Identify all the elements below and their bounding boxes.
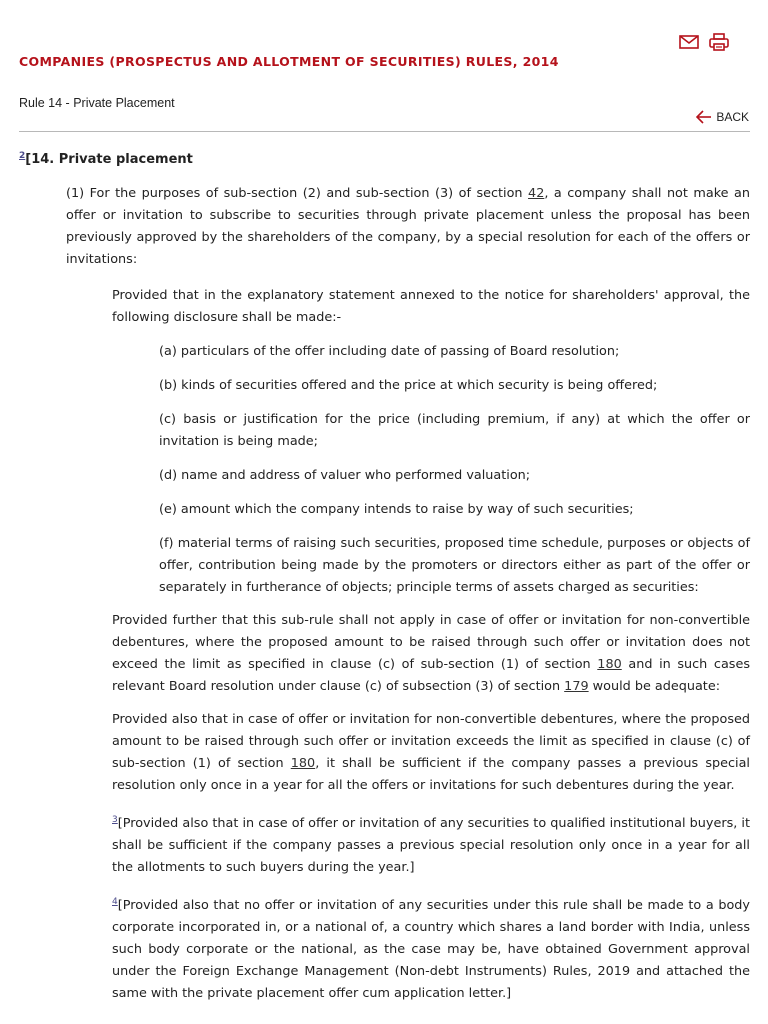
footnote-ref-3[interactable]: 3 [112, 815, 118, 825]
list-item-b: (b) kinds of securities offered and the price at which security is being offered; [159, 378, 658, 393]
mail-icon[interactable] [678, 32, 700, 52]
list-item-e: (e) amount which the company intends to raise by way of such securities; [159, 502, 634, 517]
print-icon[interactable] [708, 32, 730, 52]
rule-heading [19, 149, 750, 171]
sub-rule-1-text-b: , a company shall not make an offer or invitation to subscribe to securities through private placement unless the proposal has been previously approved by the shareholders of the company, by a special resolution for each of the offers or invitations: [66, 186, 750, 267]
proviso-further-text-b: and in such cases relevant Board resolution under clause (c) of subsection (3) of section [112, 657, 750, 694]
section-179-link[interactable]: 179 [564, 679, 589, 694]
proviso-further-text-a: Provided further that this sub-rule shall not apply in case of offer or invitation for non-convertible debentures, where the proposed amount to be raised through such offer or invitation does not exceed the limit as specified in clause (c) of sub-section (1) of section [112, 613, 750, 672]
rule-content [19, 149, 750, 1005]
proviso-land-border [112, 895, 750, 1005]
proviso-debentures [112, 709, 750, 797]
sub-rule-1-text-a: (1) For the purposes of sub-section (2) and sub-section (3) of section [66, 186, 529, 201]
section-42-link[interactable]: 42 [528, 186, 545, 201]
proviso-land-border-text: [Provided also that no offer or invitation of any securities under this rule shall be made to a body corporate incorporated in, or a national of, a country which shares a land border with India, unless such body corporate or the national, as the case may be, have obtained Government approval under the Foreign Exchange Management (Non-debt Instruments) Rules, 2019 and attached the same with the private placement offer cum application letter.] [112, 898, 750, 1001]
proviso-disclosure: Provided that in the explanatory statement annexed to the notice for shareholders' approval, the following disclosure shall be made:- [112, 288, 750, 325]
toolbar [678, 32, 730, 52]
proviso-qib-text: [Provided also that in case of offer or invitation of any securities to qualified institutional buyers, it shall be sufficient if the company passes a previous special resolution only once in a year for all the allotments to such buyers during the year.] [112, 816, 750, 875]
list-item-f: (f) material terms of raising such securities, proposed time schedule, purposes or objects of offer, contribution being made by the promoters or directors either as part of the offer or separately in furtherance of objects; principle terms of assets charged as securities: [159, 536, 750, 595]
footnote-ref-4[interactable]: 4 [112, 897, 118, 907]
section-180-link-2[interactable]: 180 [290, 756, 316, 771]
section-180-link[interactable]: 180 [597, 657, 622, 672]
arrow-left-icon [696, 110, 712, 124]
proviso-further [112, 610, 750, 698]
proviso-debentures-text-a: Provided also that in case of offer or invitation for non-convertible debentures, where the proposed amount to be raised through such offer or invitation exceeds the limit as specified in clause (c) of sub-section (1) of section [112, 712, 750, 771]
sub-rule-1 [66, 183, 750, 271]
proviso-further-text-c: would be adequate: [588, 679, 721, 694]
back-label: BACK [716, 110, 749, 124]
footnote-ref-2[interactable]: 2 [19, 151, 26, 161]
document-title: COMPANIES (PROSPECTUS AND ALLOTMENT OF SECURITIES) RULES, 2014 [19, 54, 559, 69]
header-divider [19, 131, 750, 132]
list-item-c: (c) basis or justification for the price (including premium, if any) at which the offer or invitation is being made; [159, 412, 750, 449]
proviso-qib [112, 813, 750, 879]
list-item-d: (d) name and address of valuer who performed valuation; [159, 468, 531, 483]
rule-subtitle: Rule 14 - Private Placement [19, 96, 175, 110]
back-button[interactable] [696, 110, 749, 124]
list-item-a: (a) particulars of the offer including date of passing of Board resolution; [159, 344, 620, 359]
proviso-debentures-text-b: , it shall be sufficient if the company passes a previous special resolution only once in a year for all the offers or invitations for such debentures during the year. [112, 756, 750, 793]
heading-text: [14. Private placement [25, 152, 193, 167]
